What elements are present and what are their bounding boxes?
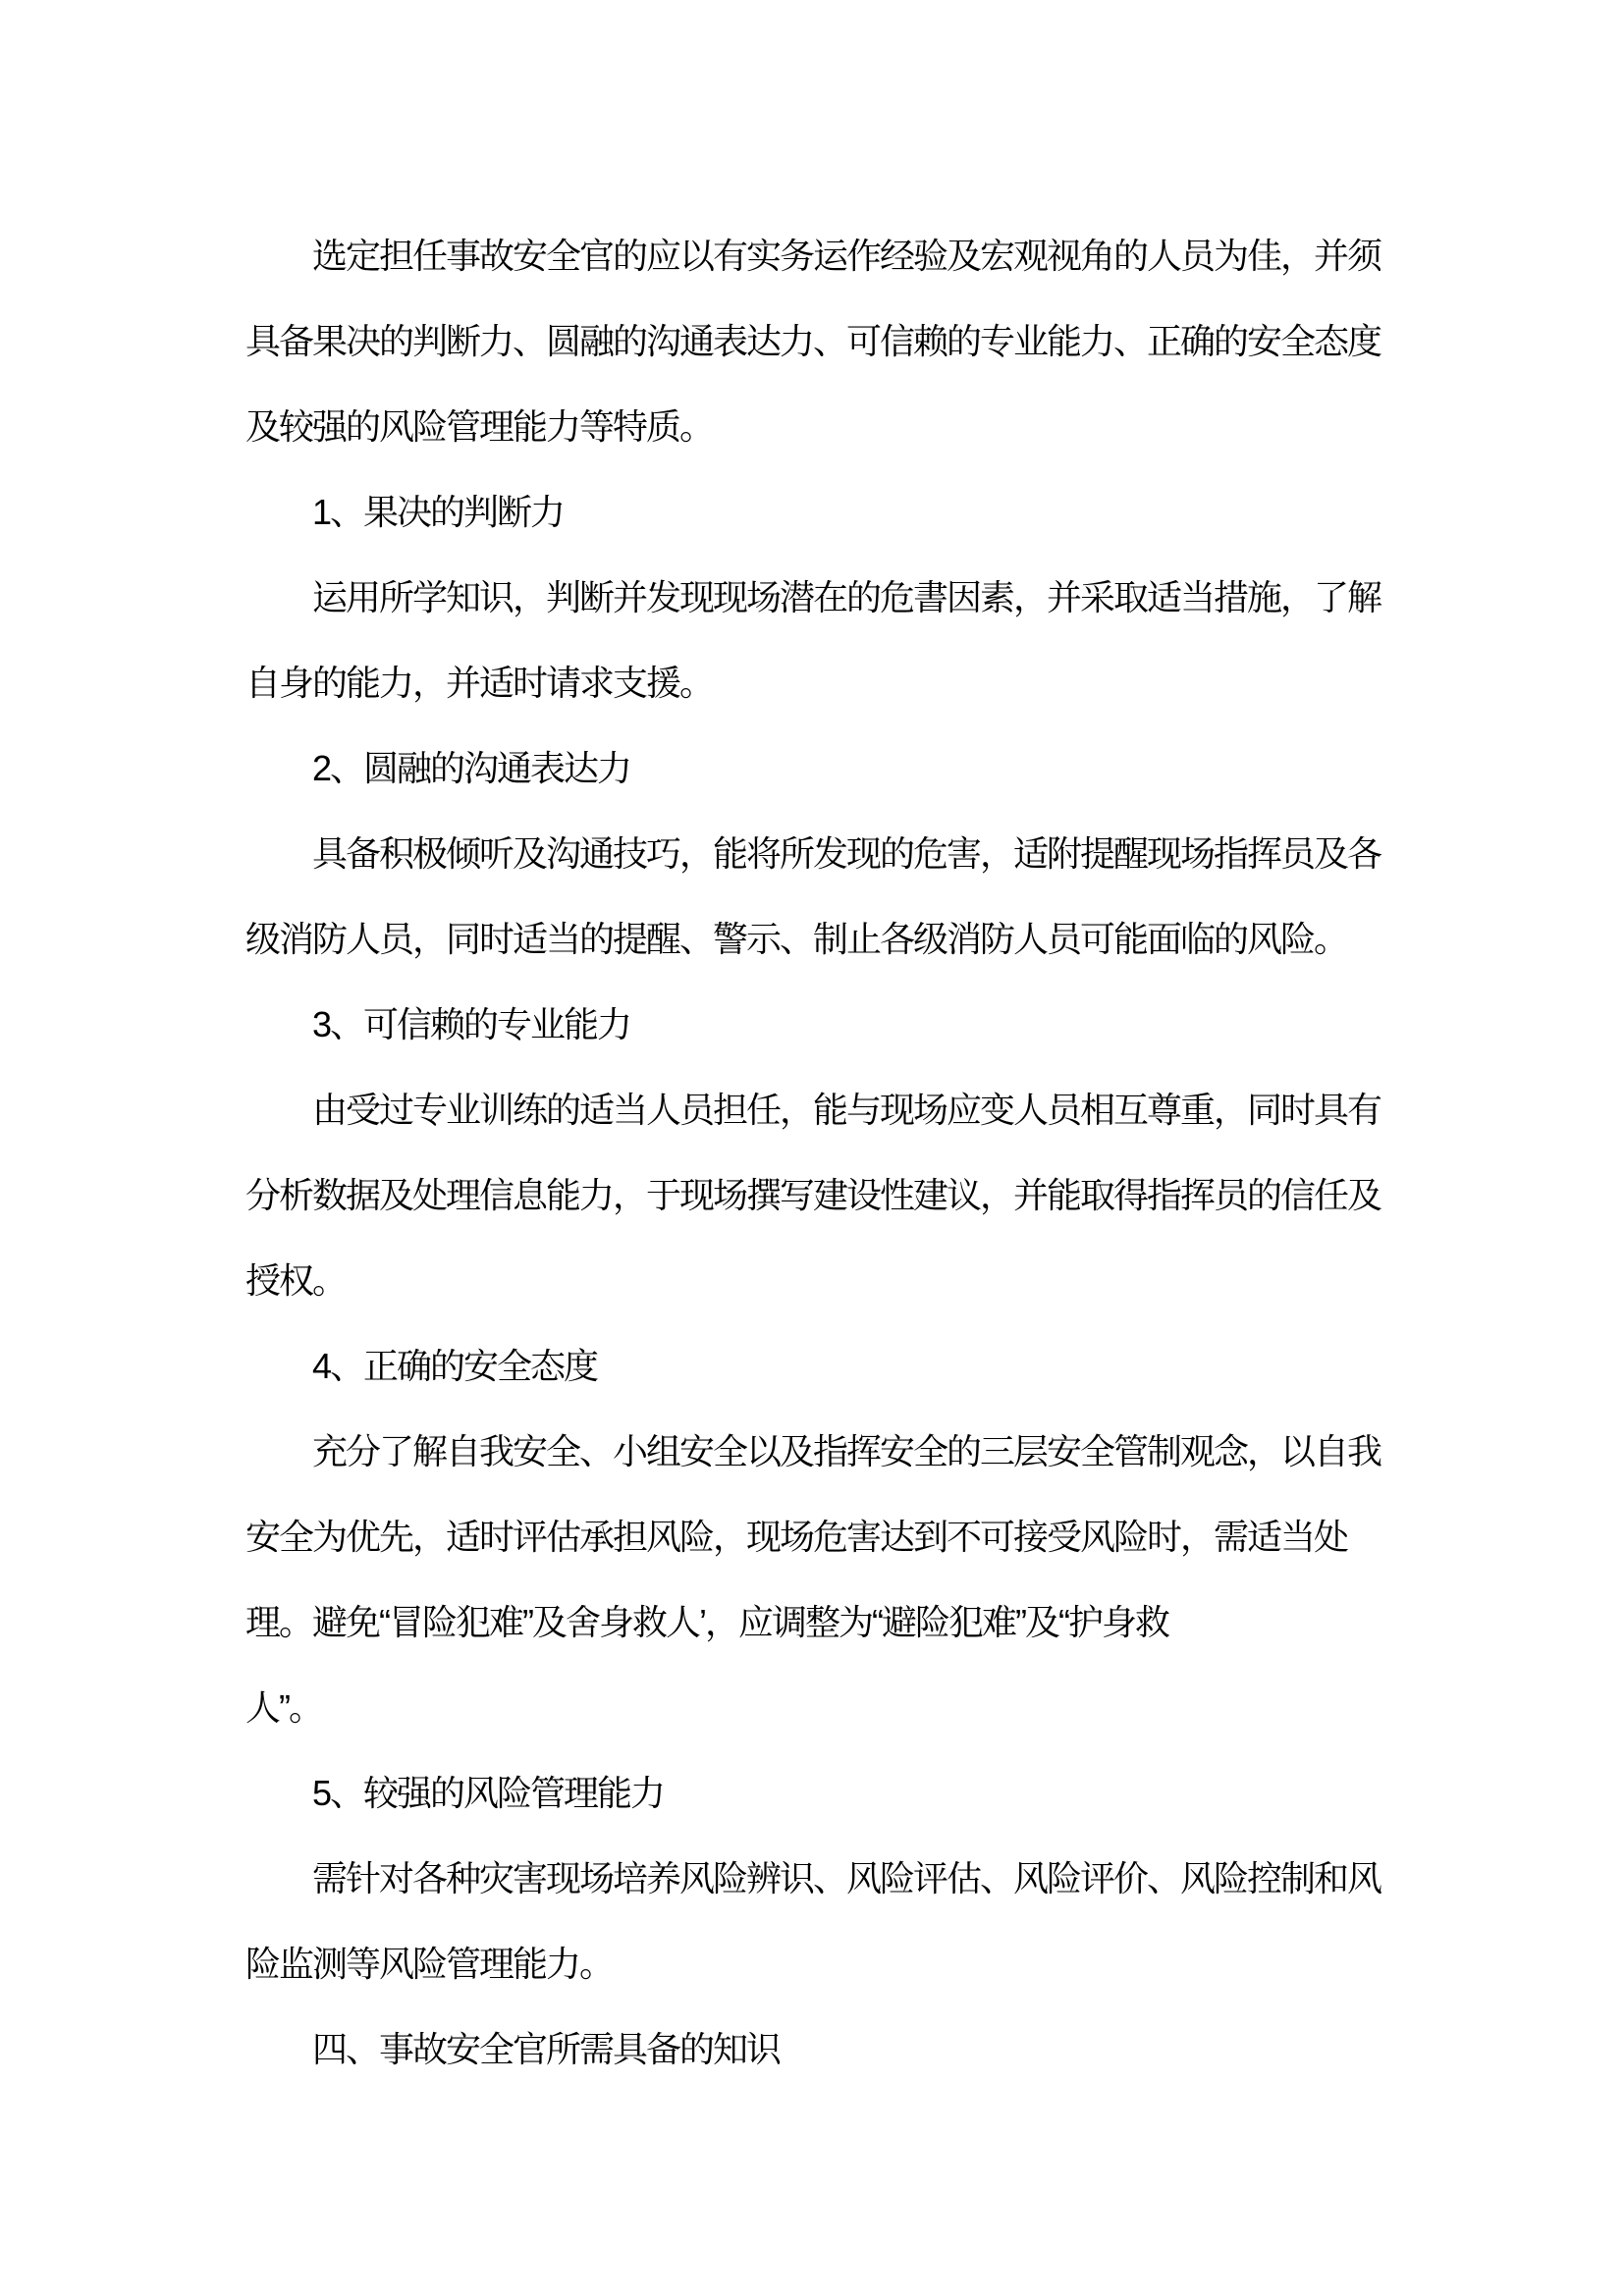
document-text-block [245,213,1384,2092]
section-heading: 5、较强的风险管理能力 [312,1773,665,1813]
text-line: 理。避免“冒险犯难”及舍身救人’，应调整为“避险犯难”及“护身救 [245,1602,1168,1642]
text-line: 运用所学知识，判断并发现现场潜在的危書因素，并采取适当措施，了解 [312,577,1381,617]
text-line: 具备果决的判断力、圆融的沟通表达力、可信赖的专业能力、正确的安全态度 [245,321,1381,361]
text-line: 选定担任事故安全官的应以有实务运作经验及宏观视角的人员为佳，并须 [312,236,1381,276]
text-line: 及较强的风险管理能力等特质。 [245,406,714,447]
text-line: 安全为优先，适时评估承担风险，现场危害达到不可接受风险时，需适当处 [245,1517,1348,1557]
text-line: 分析数据及处理信息能力，于现场撰写建设性建议，并能取得指挥员的信任及 [245,1175,1381,1215]
section-heading: 四、事故安全官所需具备的知识 [312,2029,781,2069]
section-heading: 2、圆融的沟通表达力 [312,748,631,788]
section-heading: 4、正确的安全态度 [312,1346,598,1386]
text-line: 充分了解自我安全、小组安全以及指挥安全的三层安全管制观念，以自我 [312,1431,1381,1471]
text-line: 人”。 [245,1687,322,1728]
text-line: 需针对各种灾害现场培养风险辨识、风险评估、风险评价、风险控制和风 [312,1858,1381,1898]
section-heading: 1、果决的判断力 [312,492,565,532]
section-heading: 3、可信赖的专业能力 [312,1004,631,1044]
text-line: 授权。 [245,1260,347,1301]
text-line: 自身的能力，并适时请求支援。 [245,663,714,703]
text-line: 由受过专业训练的适当人员担任，能与现场应变人员相互尊重，同时具有 [312,1090,1381,1130]
text-line: 具备积极倾听及沟通技巧，能将所发现的危害，适附提醒现场指挥员及各 [312,833,1381,874]
text-line: 险监测等风险管理能力。 [245,1944,614,1984]
text-line: 级消防人员，同时适当的提醒、警示、制止各级消防人员可能面临的风险。 [245,919,1348,959]
